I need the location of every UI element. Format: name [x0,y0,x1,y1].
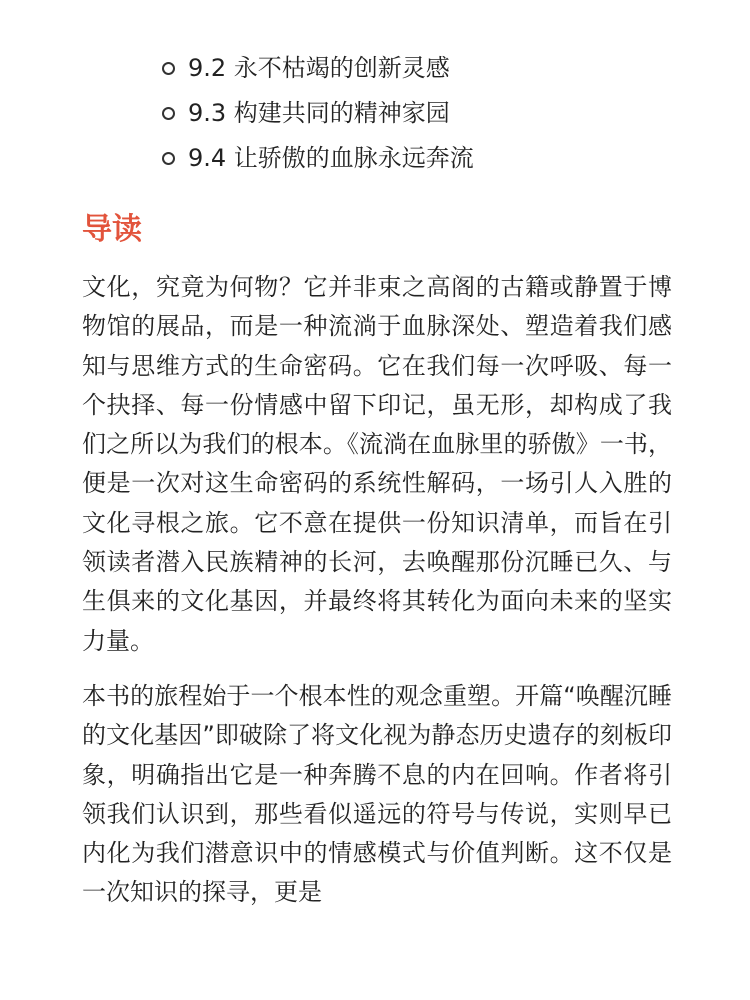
hollow-circle-bullet-icon [162,62,175,75]
section-heading: 导读 [82,212,142,247]
hollow-circle-bullet-icon [162,152,175,165]
hollow-circle-bullet-icon [162,107,175,120]
body-paragraph: 文化，究竟为何物？它并非束之高阁的古籍或静置于博物馆的展品，而是一种流淌于血脉深处、塑造着我们感知与思维方式的生命密码。它在我们每一次呼吸、每一个抉择、每一份情感中留下印记，虽无形，却构成了我们之所以为我们的根本。《流淌在血脉里的骄傲》一书，便是一次对这生命密码的系统性解码，一场引人入胜的文化寻根之旅。它不意在提供一份知识清单，而旨在引领读者潜入民族精神的长河，去唤醒那份沉睡已久、与生俱来的文化基因，并最终将其转化为面向未来的坚实力量。 [82,273,672,655]
toc-item[interactable] [0,136,474,181]
table-of-contents [0,46,474,181]
toc-item[interactable] [0,46,474,91]
toc-item-label: 9.2 永不枯竭的创新灵感 [188,54,450,82]
toc-item-label: 9.4 让骄傲的血脉永远奔流 [188,144,474,172]
toc-item-label: 9.3 构建共同的精神家园 [188,99,450,127]
body-paragraph: 本书的旅程始于一个根本性的观念重塑。开篇“唤醒沉睡的文化基因”即破除了将文化视为静态历史遗存的刻板印象，明确指出它是一种奔腾不息的内在回响。作者将引领我们认识到，那些看似遥远的符号与传说，实则早已内化为我们潜意识中的情感模式与价值判断。这不仅是一次知识的探寻，更是 [82,682,672,907]
toc-item[interactable] [0,91,474,136]
